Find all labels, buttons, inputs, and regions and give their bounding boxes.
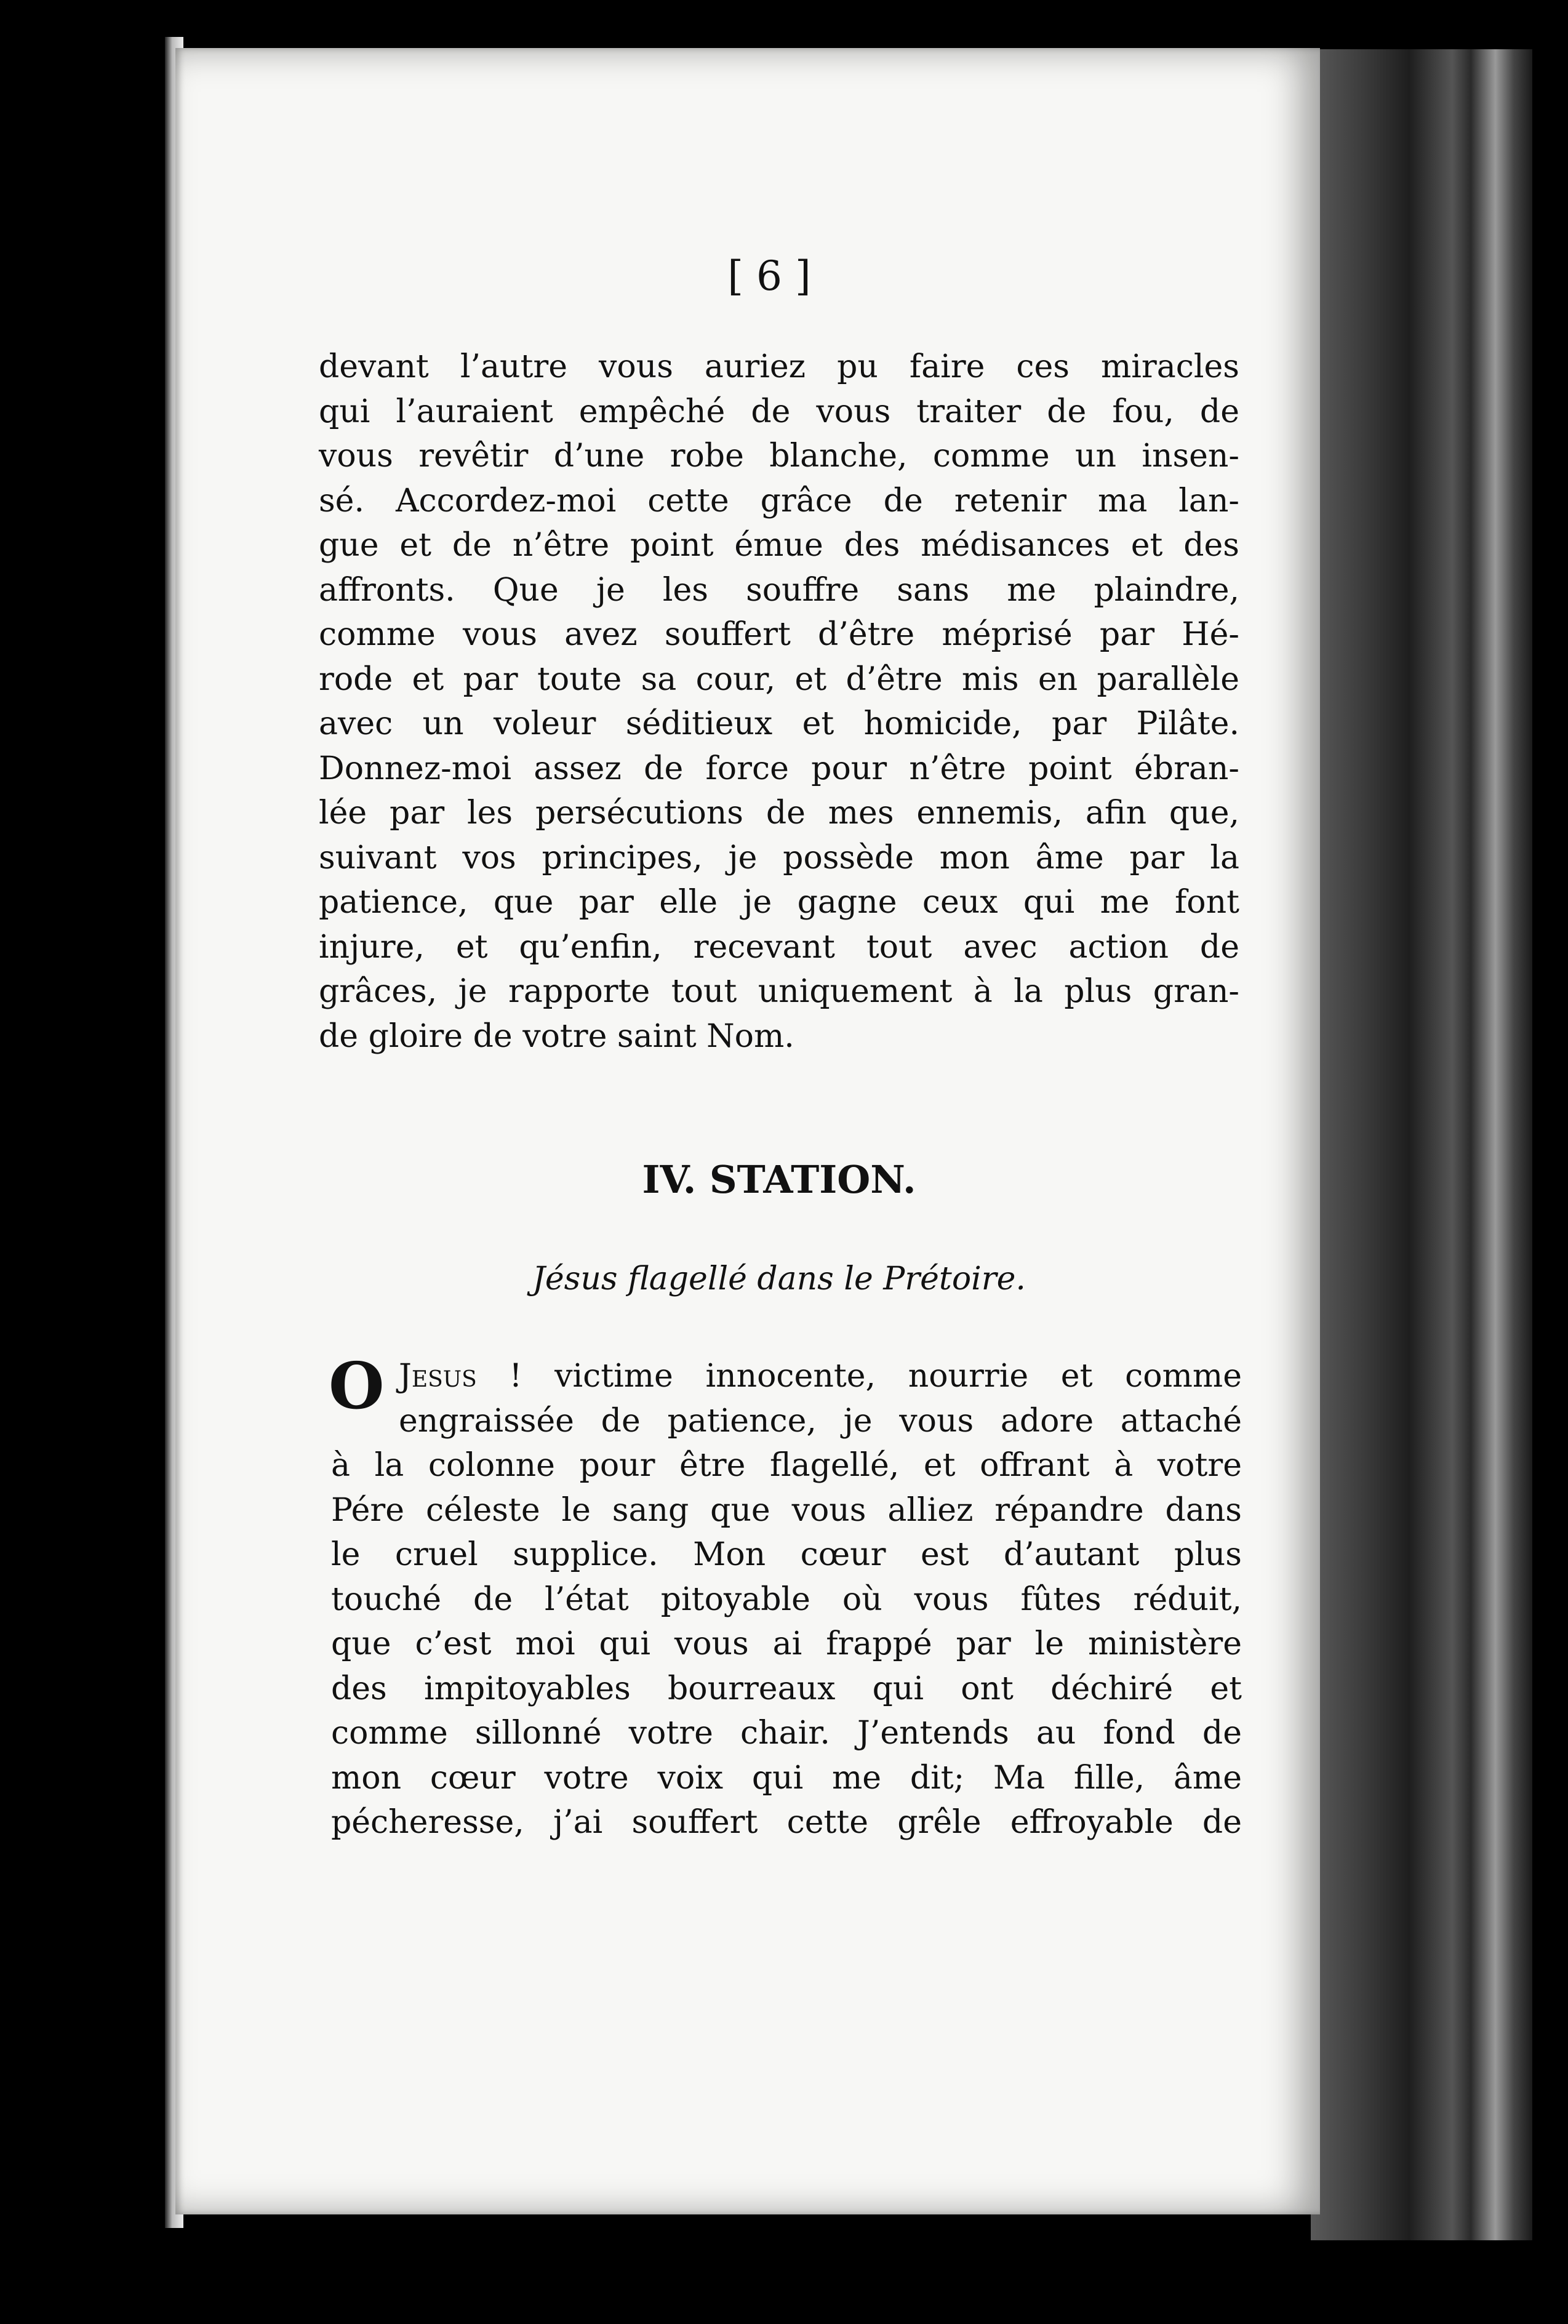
paragraph-line: comme vous avez souffert d’être méprisé par Hé- <box>319 616 1239 653</box>
paragraph-line: à la colonne pour être flagellé, et offrant à votre <box>331 1447 1242 1484</box>
paragraph-line: qui l’auraient empêché de vous traiter de fou, de <box>319 393 1239 430</box>
paragraph-line: vous revêtir d’une robe blanche, comme un insen- <box>319 438 1239 475</box>
paragraph-line: rode et par toute sa cour, et d’être mis en parallèle <box>319 660 1239 698</box>
paragraph-line: que c’est moi qui vous ai frappé par le ministère <box>331 1625 1242 1662</box>
paragraph-continuation <box>319 345 1239 1059</box>
paragraph-line: sé. Accordez-moi cette grâce de retenir ma lan- <box>319 482 1239 519</box>
paragraph-2-block <box>329 1348 1242 1845</box>
paragraph-line: Donnez-moi assez de force pour n’être point ébran- <box>319 750 1239 787</box>
page-number: [ 6 ] <box>727 252 811 300</box>
paragraph-line: injure, et qu’enfin, recevant tout avec action de <box>319 928 1239 966</box>
paragraph-line: devant l’autre vous auriez pu faire ces miracles <box>319 348 1239 385</box>
paragraph-line: engraissée de patience, je vous adore attaché <box>399 1402 1242 1440</box>
first-line-rest: ! victime innocente, nourrie et comme <box>476 1358 1242 1395</box>
paragraph-line: le cruel supplice. Mon cœur est d’autant plus <box>331 1536 1242 1573</box>
section-subheading: Jésus flagellé dans le Prétoire. <box>532 1260 1026 1297</box>
paragraph-line: avec un voleur séditieux et homicide, par Pilâte. <box>319 705 1239 742</box>
paragraph-line: de gloire de votre saint Nom. <box>319 1017 794 1055</box>
paragraph-line: comme sillonné votre chair. J’entends au fond de <box>331 1715 1242 1752</box>
drop-cap: O <box>329 1348 385 1424</box>
paragraph-line: patience, que par elle je gagne ceux qui me font <box>319 884 1239 921</box>
paragraph-2 <box>329 1348 1242 1845</box>
paragraph-line: affronts. Que je les souffre sans me plaindre, <box>319 571 1239 609</box>
paragraph-line: lée par les persécutions de mes ennemis, afin que, <box>319 795 1239 831</box>
paragraph-line: des impitoyables bourreaux qui ont déchiré et <box>331 1670 1242 1707</box>
book-binding-edge <box>1311 49 1532 2240</box>
first-word: Jesus <box>399 1358 477 1395</box>
paragraph-line: grâces, je rapporte tout uniquement à la plus gran- <box>319 973 1239 1010</box>
section-heading: IV. STATION. <box>642 1157 916 1202</box>
paragraph-line: touché de l’état pitoyable où vous fûtes réduit, <box>331 1581 1242 1618</box>
paragraph-line: suivant vos principes, je possède mon âme par la <box>319 839 1239 876</box>
paragraph-line: Pére céleste le sang que vous alliez répandre dans <box>331 1491 1242 1529</box>
paragraph-line: mon cœur votre voix qui me dit; Ma fille, âme <box>331 1759 1242 1797</box>
paragraph-line: pécheresse, j’ai souffert cette grêle effroyable de <box>331 1804 1242 1841</box>
paragraph-line: gue et de n’être point émue des médisances et des <box>319 527 1239 564</box>
paragraph-line <box>331 1354 1242 1399</box>
paragraph-1 <box>319 345 1239 1059</box>
